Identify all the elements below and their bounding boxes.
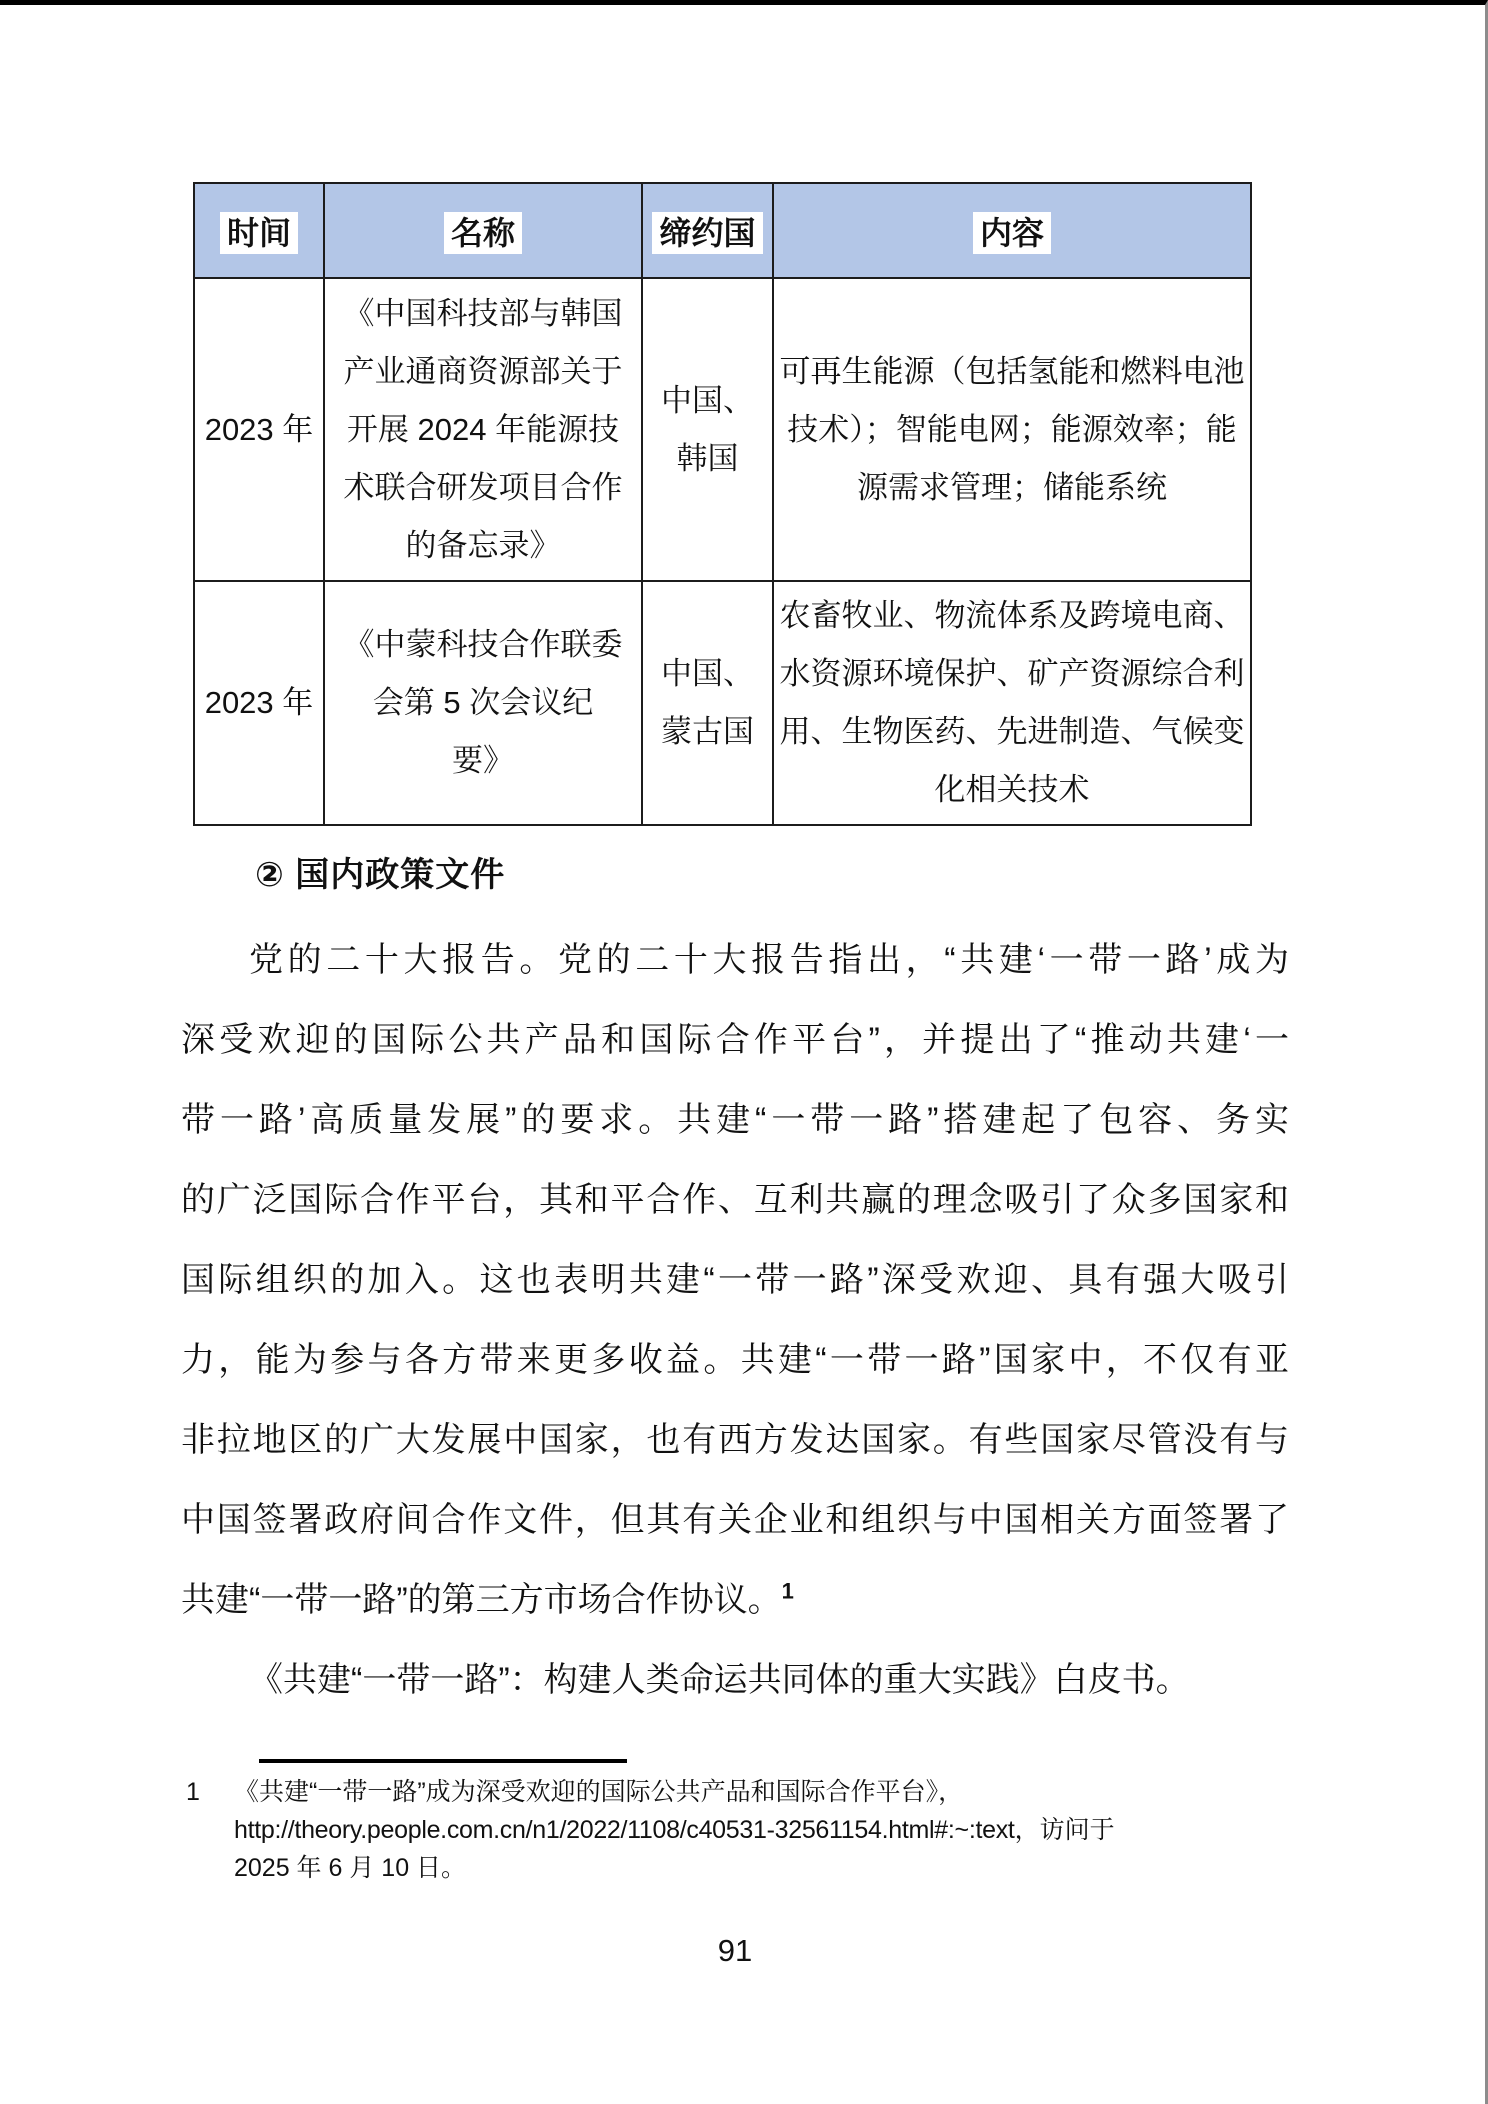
table-header-row xyxy=(194,183,1251,278)
content-line: 技术）；智能电网；能源效率；能 xyxy=(787,411,1237,447)
header-label-parties: 缔约国 xyxy=(652,212,762,254)
name-line: 产业通商资源部关于 xyxy=(343,353,623,389)
paragraph-line: 党的二十大报告。党的二十大报告指出，“共建‘一带一路’成为 xyxy=(249,941,1289,979)
time-value: 2023 年 xyxy=(204,685,314,720)
header-cell-content xyxy=(773,183,1251,278)
header-label-name: 名称 xyxy=(444,212,522,254)
paragraph-line: 中国签署政府间合作文件，但其有关企业和组织与中国相关方面签署了 xyxy=(181,1501,1289,1539)
body-paragraph-2 xyxy=(181,1640,1289,1720)
name-line: 要》 xyxy=(452,743,514,778)
footnote-line: 2025 年 6 月 10 日。 xyxy=(234,1854,467,1882)
paragraph-line: 国际组织的加入。这也表明共建“一带一路”深受欢迎、具有强大吸引 xyxy=(181,1261,1289,1299)
parties-line: 蒙古国 xyxy=(661,714,754,749)
paragraph-line-text: 共建“一带一路”的第三方市场合作协议。 xyxy=(181,1581,782,1619)
name-line: 会第 5 次会议纪 xyxy=(372,685,594,720)
footnote-reference: 1 xyxy=(781,1578,794,1604)
agreements-table xyxy=(193,182,1252,826)
page-number: 91 xyxy=(717,1933,753,1968)
parties-line: 韩国 xyxy=(676,440,739,476)
paragraph-line: 带一路’高质量发展”的要求。共建“一带一路”搭建起了包容、务实 xyxy=(181,1101,1289,1139)
header-label-time: 时间 xyxy=(220,212,298,254)
parties-line: 中国、 xyxy=(661,656,754,691)
content-line: 水资源环境保护、矿产资源综合利 xyxy=(779,656,1245,691)
name-line: 的备忘录》 xyxy=(405,527,561,563)
paragraph-line: 力，能为参与各方带来更多收益。共建“一带一路”国家中，不仅有亚 xyxy=(181,1341,1289,1379)
time-value: 2023 年 xyxy=(204,411,314,447)
name-line: 《中蒙科技合作联委 xyxy=(343,627,623,662)
content-line: 源需求管理；储能系统 xyxy=(857,469,1167,505)
name-line: 术联合研发项目合作 xyxy=(343,469,623,505)
paragraph-line: 非拉地区的广大发展中国家，也有西方发达国家。有些国家尽管没有与 xyxy=(181,1421,1289,1459)
table-row xyxy=(194,581,1251,825)
header-label-content: 内容 xyxy=(973,212,1051,254)
paragraph-line: 《共建“一带一路”：构建人类命运共同体的重大实践》白皮书。 xyxy=(249,1661,1190,1699)
paragraph-line: 的广泛国际合作平台，其和平合作、互利共赢的理念吸引了众多国家和 xyxy=(181,1181,1289,1219)
content-line: 农畜牧业、物流体系及跨境电商、 xyxy=(779,598,1245,633)
parties-line: 中国、 xyxy=(661,382,754,418)
cell-content xyxy=(773,278,1251,581)
cell-time xyxy=(194,581,324,825)
name-line: 《中国科技部与韩国 xyxy=(343,295,623,331)
header-cell-name xyxy=(324,183,642,278)
cell-name xyxy=(324,581,642,825)
header-cell-parties xyxy=(642,183,773,278)
section-heading: ② 国内政策文件 xyxy=(255,856,506,894)
content-line: 用、生物医药、先进制造、气候变 xyxy=(779,714,1245,749)
footnote-line xyxy=(186,1773,1296,1811)
footnote-number: 1 xyxy=(186,1778,200,1806)
paragraph-line xyxy=(181,1560,1289,1640)
footnote xyxy=(186,1773,1296,1887)
footnote-url-link[interactable]: http://theory.people.com.cn/n1/2022/1108/c40531-32561154.html#:~:text xyxy=(234,1816,1015,1844)
footnote-line xyxy=(186,1811,1296,1849)
name-line: 开展 2024 年能源技 xyxy=(346,411,620,447)
table-row xyxy=(194,278,1251,581)
footnote-separator xyxy=(259,1759,627,1763)
paragraph-line: 深受欢迎的国际公共产品和国际合作平台”，并提出了“推动共建‘一 xyxy=(181,1021,1289,1059)
content-line: 化相关技术 xyxy=(934,772,1090,807)
cell-parties xyxy=(642,581,773,825)
cell-parties xyxy=(642,278,773,581)
header-cell-time xyxy=(194,183,324,278)
content-line: 可再生能源（包括氢能和燃料电池 xyxy=(779,353,1245,389)
cell-name xyxy=(324,278,642,581)
footnote-text: 《共建“一带一路”成为深受欢迎的国际公共产品和国际合作平台》， xyxy=(234,1778,964,1806)
cell-time xyxy=(194,278,324,581)
footnote-text: ，访问于 xyxy=(1014,1816,1115,1844)
body-paragraph-1 xyxy=(181,920,1289,1640)
cell-content xyxy=(773,581,1251,825)
